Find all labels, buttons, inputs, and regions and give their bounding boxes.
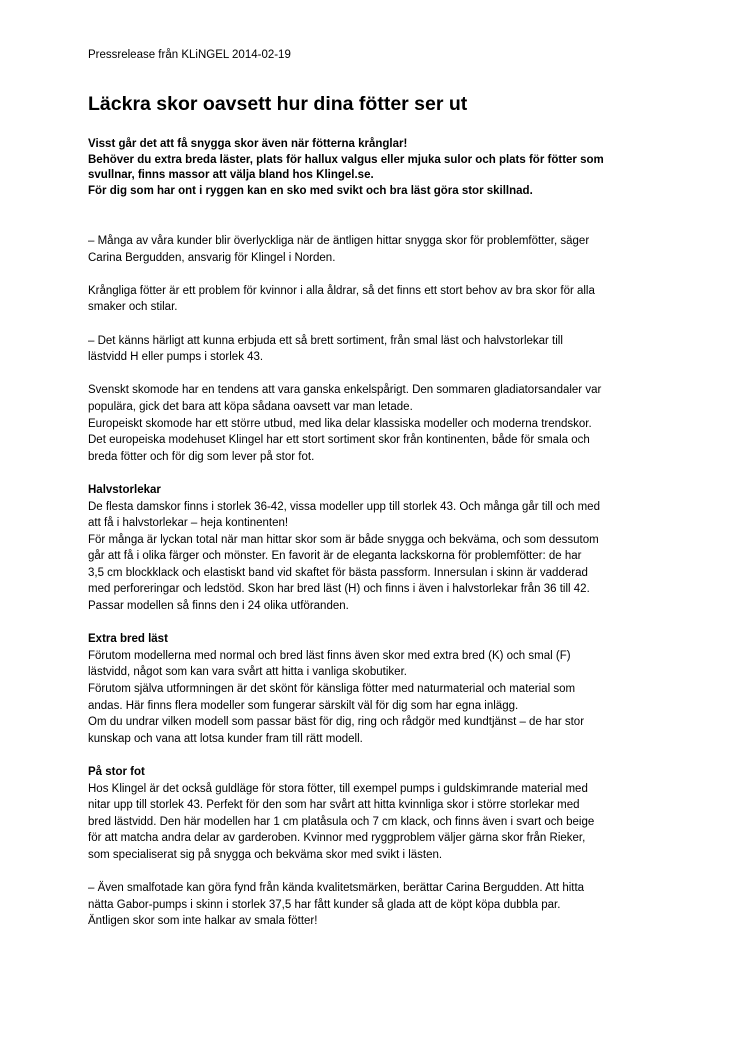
section-heading: På stor fot: [88, 766, 145, 778]
body-line: smaker och stilar.: [88, 301, 178, 314]
section-halvstorlekar: [88, 482, 672, 615]
body-line: lästvidd, något som kan vara svårt att hitta i vanliga skobutiker.: [88, 666, 407, 679]
body-line: Krångliga fötter är ett problem för kvinnor i alla åldrar, så det finns ett stort behov av bra skor för alla: [88, 284, 595, 297]
body-line: lästvidd H eller pumps i storlek 43.: [88, 351, 264, 364]
body-line: För många är lyckan total när man hittar skor som är både snygga och bekväma, och som dessutom: [88, 533, 599, 546]
body-line: går att få i olika färger och mönster. En favorit är de eleganta lackskorna för problemfötter: de har: [88, 550, 582, 563]
body-line: kunskap och vana att lotsa kunder fram till rätt modell.: [88, 732, 363, 745]
body-paragraph: [88, 382, 672, 465]
body-line: Carina Bergudden, ansvarig för Klingel i Norden.: [88, 251, 336, 264]
body-line: – Många av våra kunder blir överlyckliga när de äntligen hittar snygga skor för problemfötter, säger: [88, 235, 590, 247]
lead-line: Behöver du extra breda läster, plats för hallux valgus eller mjuka sulor och plats för fötter som: [88, 153, 604, 166]
body-line: Förutom själva utformningen är det skönt för känsliga fötter med naturmaterial och material som: [88, 683, 576, 696]
body-line: bred lästvidd. Den här modellen har 1 cm platåsula och 7 cm klack, och finns även i svart och beige: [88, 815, 595, 828]
closing-paragraph: [88, 880, 672, 930]
body-line: Svenskt skomode har en tendens att vara ganska enkelspårigt. Den sommaren gladiatorsandaler var: [88, 384, 602, 397]
section-pa-stor-fot: [88, 764, 672, 864]
body-line: populära, gick det bara att köpa sådana oavsett var man letade.: [88, 400, 413, 413]
body-line: breda fötter och för dig som lever på stor fot.: [88, 450, 315, 463]
body-line: som specialiserat sig på snygga och bekväma skor med svikt i lästen.: [88, 848, 443, 861]
body-line: De flesta damskor finns i storlek 36-42, vissa modeller upp till storlek 43. Och många går till och med: [88, 500, 600, 513]
body-paragraph: [88, 233, 672, 266]
body-line: Passar modellen så finns den i 24 olika utföranden.: [88, 600, 349, 613]
body-line: att få i halvstorlekar – heja kontinenten!: [88, 517, 289, 530]
section-heading: Extra bred läst: [88, 633, 168, 646]
body-line: 3,5 cm blockklack och elastiskt band vid skaftet för bästa passform. Innersulan i skinn är vadderad: [88, 566, 588, 579]
body-line: nitar upp till storlek 43. Perfekt för den som har svårt att hitta kvinnliga skor i större storlekar med: [88, 799, 580, 812]
body-line: andas. Här finns flera modeller som fungerar särskilt väl för dig som har egna inlägg.: [88, 699, 519, 712]
body-line: Det europeiska modehuset Klingel har ett stort sortiment skor från kontinenten, både för smala och: [88, 434, 590, 447]
body-line: Europeiskt skomode har ett större utbud, med lika delar klassiska modeller och moderna trendskor.: [88, 417, 592, 430]
body-line: Förutom modellerna med normal och bred läst finns även skor med extra bred (K) och smal (F): [88, 649, 571, 662]
body-paragraph: [88, 333, 672, 366]
lead-line: svullnar, finns massor att välja bland hos Klingel.se.: [88, 169, 374, 182]
body-paragraph: [88, 283, 672, 316]
body-line: Hos Klingel är det också guldläge för stora fötter, till exempel pumps i guldskimrande material med: [88, 782, 588, 795]
body-line: för att matcha andra delar av garderoben. Kvinnor med ryggproblem väljer gärna skor från Rieker,: [88, 832, 586, 845]
body-line: med perforeringar och ledstöd. Skon har bred läst (H) och finns i även i halvstorlekar från 36 till 42.: [88, 583, 590, 596]
body-line: nätta Gabor-pumps i skinn i storlek 37,5 har fått kunder så glada att de köpt köpa dubbla par.: [88, 898, 561, 911]
lead-line: För dig som har ont i ryggen kan en sko med svikt och bra läst göra stor skillnad.: [88, 184, 533, 197]
section-extra-bred-last: [88, 631, 672, 747]
section-heading: Halvstorlekar: [88, 483, 161, 496]
document-body: [88, 233, 672, 947]
body-line: Äntligen skor som inte halkar av smala fötter!: [88, 915, 318, 928]
lead-line: Visst går det att få snygga skor även när fötterna krånglar!: [88, 138, 408, 150]
document-title: Läckra skor oavsett hur dina fötter ser ut: [88, 93, 468, 115]
body-line: – Det känns härligt att kunna erbjuda ett så brett sortiment, från smal läst och halvstorlekar till: [88, 334, 563, 347]
press-release-header: Pressrelease från KLiNGEL 2014-02-19: [88, 49, 291, 61]
body-line: – Även smalfotade kan göra fynd från kända kvalitetsmärken, berättar Carina Bergudden. Att hitta: [88, 882, 585, 895]
lead-paragraph: [88, 137, 672, 199]
body-line: Om du undrar vilken modell som passar bäst för dig, ring och rådgör med kundtjänst – de har stor: [88, 716, 585, 729]
